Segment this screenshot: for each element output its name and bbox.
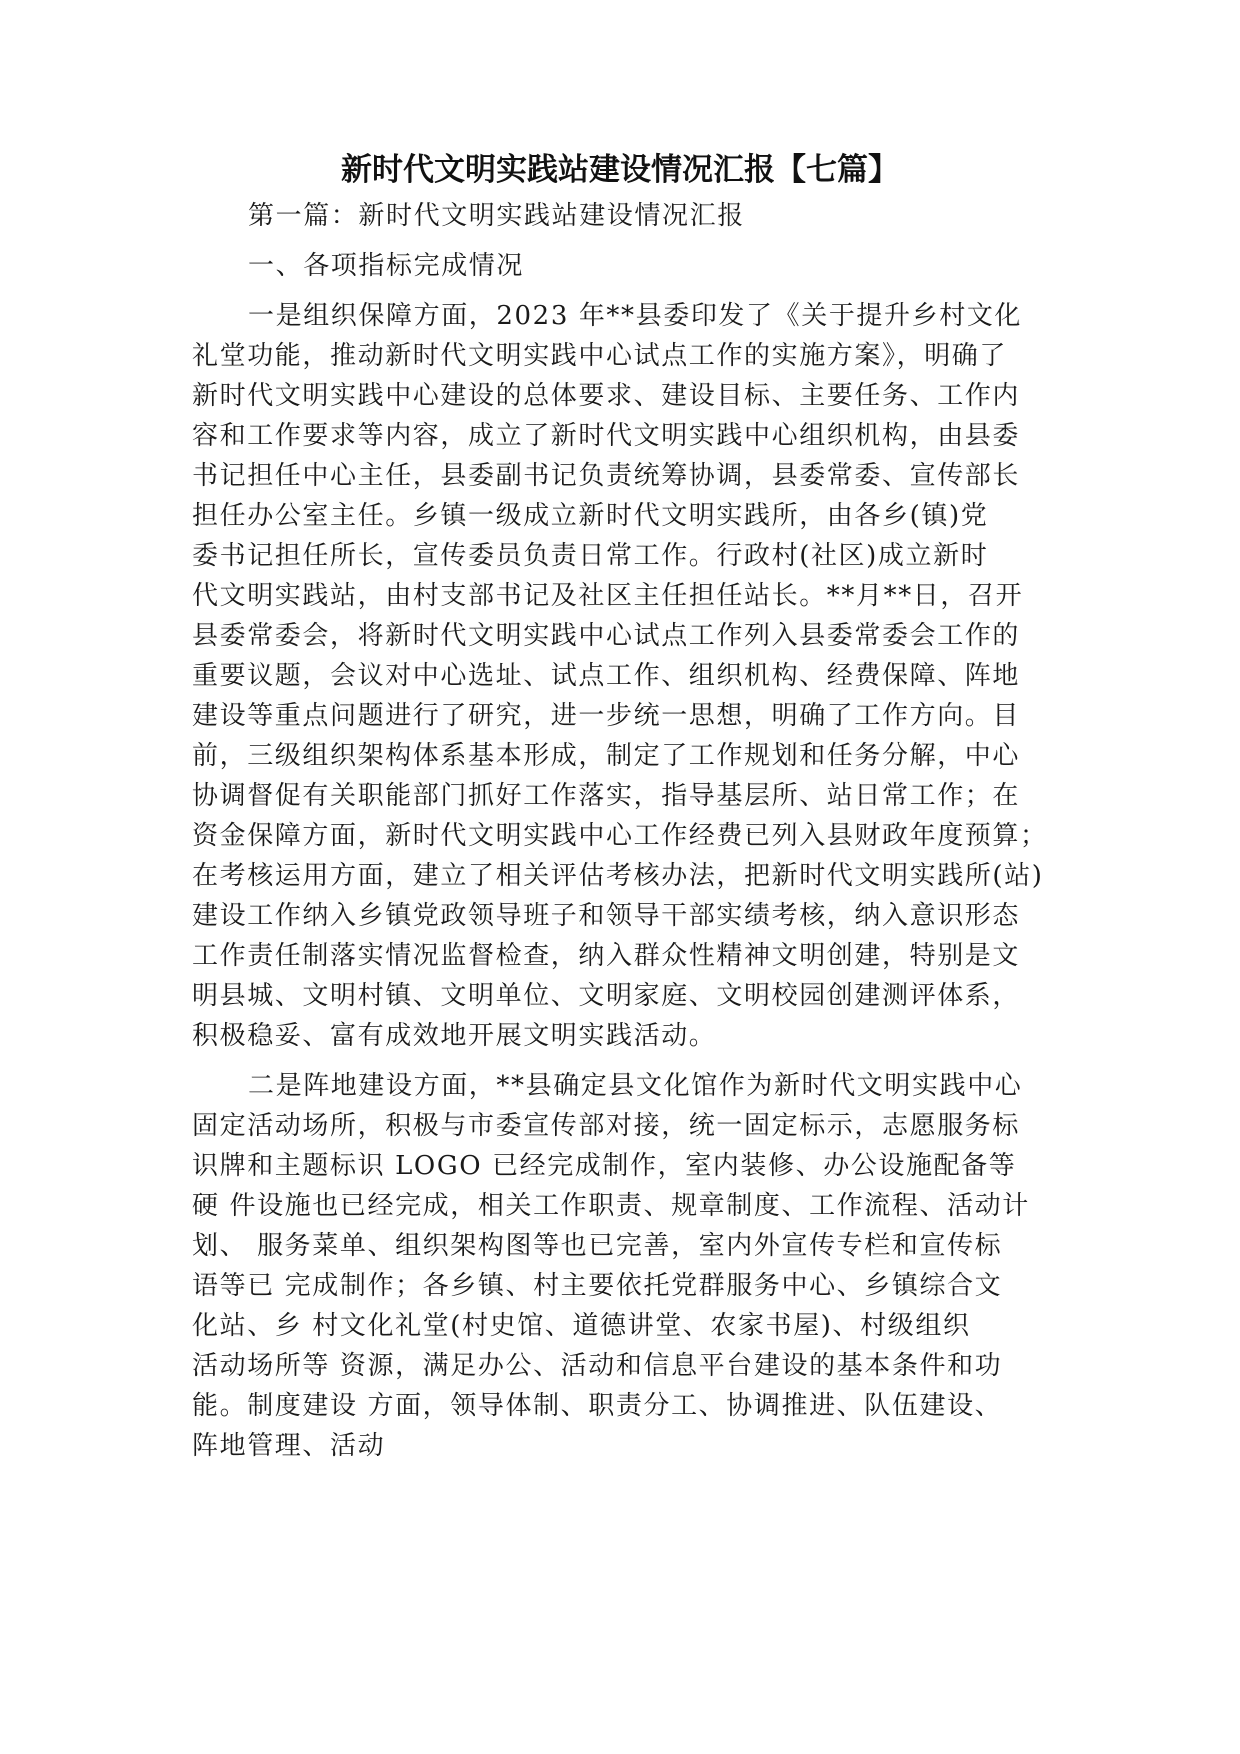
paragraph-line: 能。制度建设 方面，领导体制、职责分工、协调推进、队伍建设、 xyxy=(192,1391,1003,1421)
paragraph-line: 化站、乡 村文化礼堂(村史馆、道德讲堂、农家书屋)、村级组织 xyxy=(192,1311,971,1341)
paragraph-line: 语等已 完成制作；各乡镇、村主要依托党群服务中心、乡镇综合文 xyxy=(192,1271,1003,1301)
paragraph-line: 重要议题，会议对中心选址、试点工作、组织机构、经费保障、阵地 xyxy=(192,661,1021,691)
paragraph-organization xyxy=(192,296,1048,1056)
paragraph-line: 委书记担任所长，宣传委员负责日常工作。行政村(社区)成立新时 xyxy=(192,541,989,571)
paragraph-line: 硬 件设施也已经完成，相关工作职责、规章制度、工作流程、活动计 xyxy=(192,1191,1030,1221)
paragraph-line: 新时代文明实践中心建设的总体要求、建设目标、主要任务、工作内 xyxy=(192,381,1021,411)
spacer xyxy=(192,236,1048,246)
paragraph-line: 前，三级组织架构体系基本形成，制定了工作规划和任务分解，中心 xyxy=(192,741,1021,771)
paragraph-line: 积极稳妥、富有成效地开展文明实践活动。 xyxy=(192,1021,717,1051)
section-heading: 第一篇：新时代文明实践站建设情况汇报 xyxy=(248,201,745,231)
subsection-heading: 一、各项指标完成情况 xyxy=(248,251,525,281)
paragraph-line: 资金保障方面，新时代文明实践中心工作经费已列入县财政年度预算； xyxy=(192,821,1048,851)
paragraph-facilities xyxy=(192,1066,1048,1466)
document-body xyxy=(192,196,1048,1466)
paragraph-line: 协调督促有关职能部门抓好工作落实，指导基层所、站日常工作；在 xyxy=(192,781,1021,811)
paragraph-line: 活动场所等 资源，满足办公、活动和信息平台建设的基本条件和功 xyxy=(192,1351,1003,1381)
paragraph-line: 划、 服务菜单、组织架构图等也已完善，室内外宣传专栏和宣传标 xyxy=(192,1231,1003,1261)
paragraph-line: 固定活动场所，积极与市委宣传部对接，统一固定标示，志愿服务标 xyxy=(192,1111,1021,1141)
paragraph-line: 在考核运用方面，建立了相关评估考核办法，把新时代文明实践所(站) xyxy=(192,861,1044,891)
paragraph-line: 代文明实践站，由村支部书记及社区主任担任站长。**月**日，召开 xyxy=(192,581,1024,611)
paragraph-line: 一是组织保障方面，2023 年**县委印发了《关于提升乡村文化 xyxy=(248,301,1023,331)
paragraph-line: 礼堂功能，推动新时代文明实践中心试点工作的实施方案》，明确了 xyxy=(192,341,1008,371)
paragraph-line: 建设等重点问题进行了研究，进一步统一思想，明确了工作方向。目 xyxy=(192,701,1021,731)
paragraph-line: 担任办公室主任。乡镇一级成立新时代文明实践所，由各乡(镇)党 xyxy=(192,501,989,531)
paragraph-line: 建设工作纳入乡镇党政领导班子和领导干部实绩考核，纳入意识形态 xyxy=(192,901,1021,931)
spacer xyxy=(192,1056,1048,1066)
paragraph-line: 容和工作要求等内容，成立了新时代文明实践中心组织机构，由县委 xyxy=(192,421,1021,451)
spacer xyxy=(192,286,1048,296)
paragraph-line: 阵地管理、活动 xyxy=(192,1431,386,1461)
paragraph-line: 工作责任制落实情况监督检查，纳入群众性精神文明创建，特别是文 xyxy=(192,941,1021,971)
paragraph-line: 二是阵地建设方面，**县确定县文化馆作为新时代文明实践中心 xyxy=(248,1071,1023,1101)
paragraph-line: 明县城、文明村镇、文明单位、文明家庭、文明校园创建测评体系， xyxy=(192,981,1021,1011)
paragraph-line: 县委常委会，将新时代文明实践中心试点工作列入县委常委会工作的 xyxy=(192,621,1021,651)
paragraph-line: 书记担任中心主任，县委副书记负责统筹协调，县委常委、宣传部长 xyxy=(192,461,1021,491)
document-title: 新时代文明实践站建设情况汇报【七篇】 xyxy=(341,152,899,188)
paragraph-line: 识牌和主题标识 LOGO 已经完成制作，室内装修、办公设施配备等 xyxy=(192,1151,1017,1181)
